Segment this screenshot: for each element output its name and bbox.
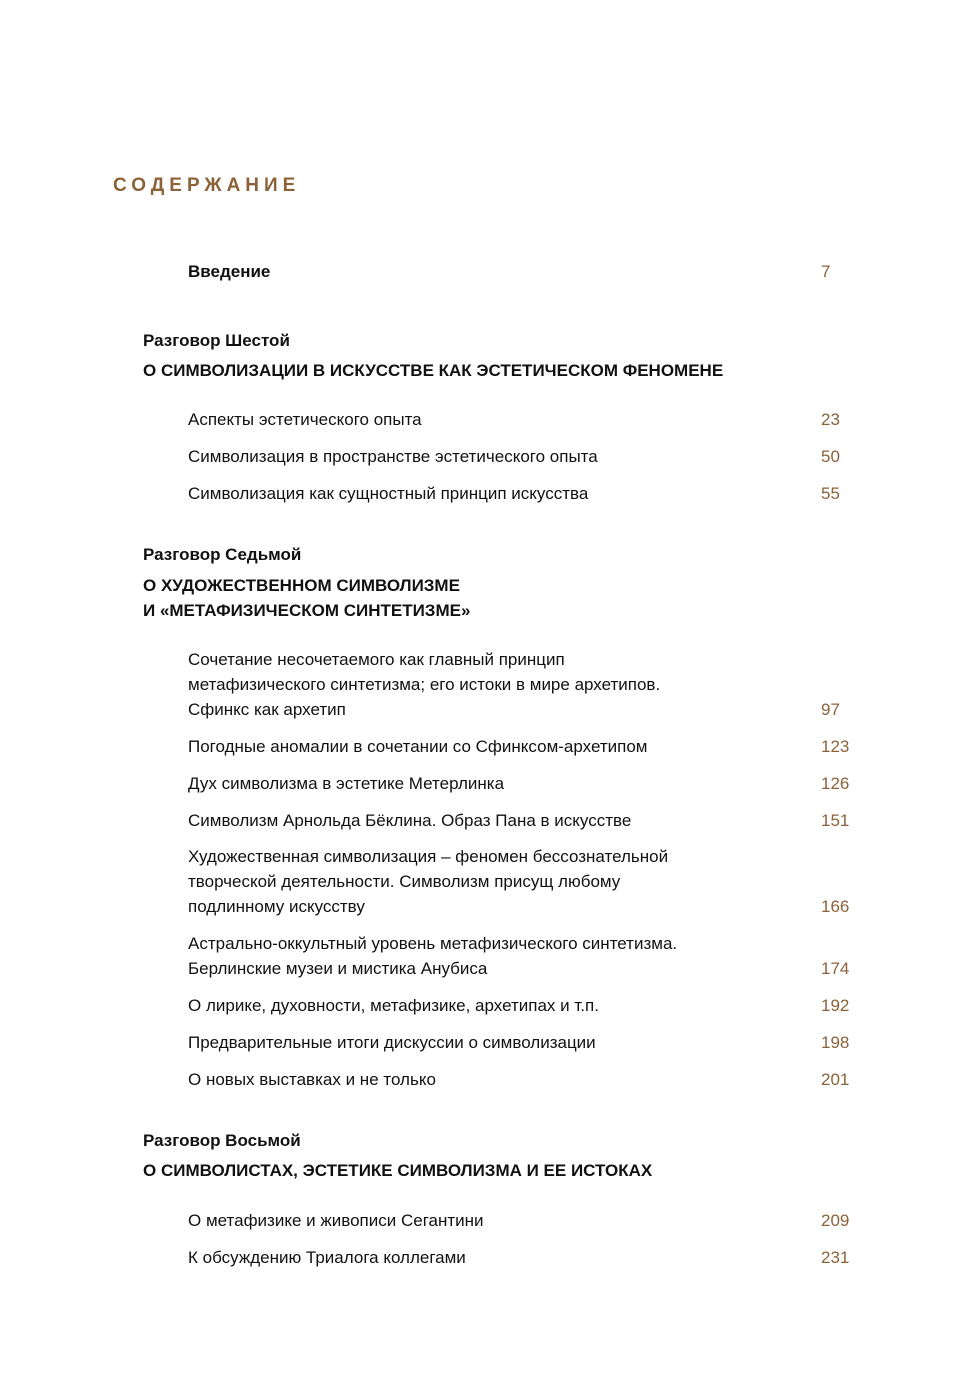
toc-entry: О новых выставках и не только xyxy=(188,1070,436,1089)
part-title: О СИМВОЛИСТАХ, ЭСТЕТИКЕ СИМВОЛИЗМА И ЕЕ ИСТОКАХ xyxy=(143,1161,653,1180)
page-number: 151 xyxy=(821,811,850,830)
toc-entry: Аспекты эстетического опыта xyxy=(188,410,422,429)
page-number: 50 xyxy=(821,447,840,466)
page-number: 198 xyxy=(821,1033,850,1052)
toc-entry: Дух символизма в эстетике Метерлинка xyxy=(188,774,505,793)
toc-entry: Художественная символизация – феномен бессознательной творческой деятельности. Символизм присущ любому подлинному искусству xyxy=(188,847,669,916)
page-number: 97 xyxy=(821,700,840,719)
page-number: 209 xyxy=(821,1211,850,1230)
toc-entry: О метафизике и живописи Сегантини xyxy=(188,1211,484,1230)
toc-heading: СОДЕРЖАНИЕ xyxy=(113,175,301,196)
toc-entry: О лирике, духовности, метафизике, архетипах и т.п. xyxy=(188,996,599,1015)
page-number: 55 xyxy=(821,484,840,503)
toc-entry: Символизация как сущностный принцип искусства xyxy=(188,484,589,503)
toc-entry: Символизм Арнольда Бёклина. Образ Пана в искусстве xyxy=(188,811,632,830)
page-number: 174 xyxy=(821,959,850,978)
page-number: 123 xyxy=(821,737,850,756)
part-label: Разговор Восьмой xyxy=(143,1131,301,1150)
page-number: 166 xyxy=(821,897,850,916)
toc-entry: Сочетание несочетаемого как главный принцип метафизического синтетизма; его истоки в мире архетипов. Сфинкс как архетип xyxy=(188,650,661,719)
part-title: О ХУДОЖЕСТВЕННОМ СИМВОЛИЗМЕ И «МЕТАФИЗИЧЕСКОМ СИНТЕТИЗМЕ» xyxy=(143,576,471,620)
part-label: Разговор Седьмой xyxy=(143,545,302,564)
toc-entry: Символизация в пространстве эстетического опыта xyxy=(188,447,598,466)
page-number: 201 xyxy=(821,1070,850,1089)
toc-entry: Погодные аномалии в сочетании со Сфинксом-архетипом xyxy=(188,737,648,756)
part-label: Разговор Шестой xyxy=(143,331,290,350)
part-title: О СИМВОЛИЗАЦИИ В ИСКУССТВЕ КАК ЭСТЕТИЧЕСКОМ ФЕНОМЕНЕ xyxy=(143,361,724,380)
page-number: 126 xyxy=(821,774,850,793)
page-number: 192 xyxy=(821,996,850,1015)
toc-entry: Астрально-оккультный уровень метафизического синтетизма. Берлинские музеи и мистика Анубиса xyxy=(188,934,678,978)
page-number: 23 xyxy=(821,410,840,429)
toc-entry-intro: Введение xyxy=(188,262,271,281)
toc-entry: Предварительные итоги дискуссии о символизации xyxy=(188,1033,596,1052)
page-number: 7 xyxy=(821,262,831,281)
page-number: 231 xyxy=(821,1248,850,1267)
toc-entry: К обсуждению Триалога коллегами xyxy=(188,1248,466,1267)
